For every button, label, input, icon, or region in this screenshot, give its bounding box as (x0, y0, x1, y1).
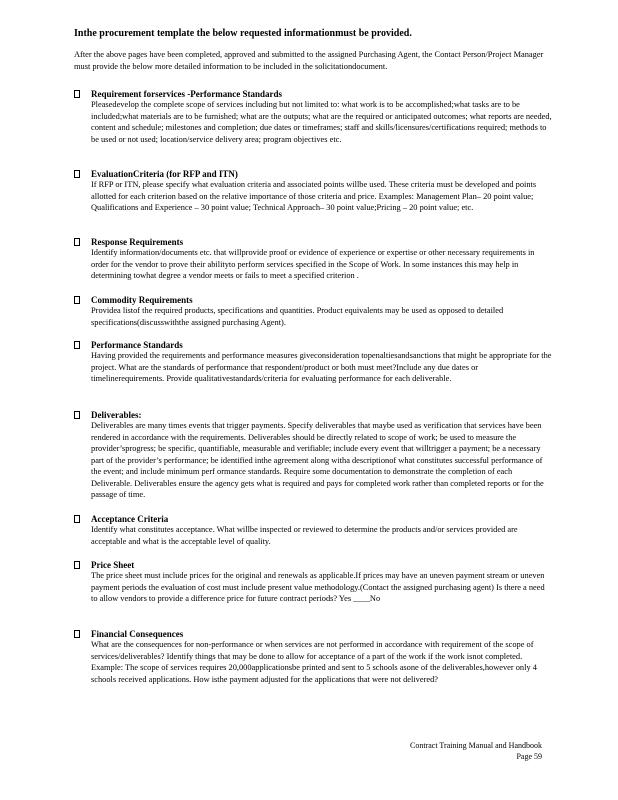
bullet-icon (74, 513, 82, 525)
bullet-icon (74, 88, 82, 100)
section-body: The price sheet must include prices for the original and renewals as applicable.If prices may have an uneven payment stream or uneven payment periods the evaluation of cost must include present value methodology.(Contact the assigned purchasing agent) Is there a need to allow vendors to provide a difference price for future contract periods? Yes ____No (91, 571, 545, 603)
section-body: Identify what constitutes acceptance. What willbe inspected or reviewed to determine the products and/or services provided are acceptable and what is the acceptable level of quality. (91, 525, 518, 546)
section-heading: Acceptance Criteria (91, 514, 169, 524)
section-body: Identify information/documents etc. that willprovide proof or evidence of experience or expertise or other necessary requirements in order for the vendor to prove their abilityto perform services specified in the Scope of Work. In some instances this may help in determining towhat degree a vendor meets or fails to meet a specified criterion . (91, 248, 535, 280)
bullet-icon (74, 294, 82, 306)
section-heading: Deliverables: (91, 410, 142, 420)
bullet-icon (74, 236, 82, 248)
section-heading: Performance Standards (91, 340, 183, 350)
section-body: Providea listof the required products, specifications and quantities. Product equivalents may be used as opposed to detailed specifications(discusswiththe assigned purchasing Agent). (91, 306, 504, 327)
section-heading: Commodity Requirements (91, 295, 193, 305)
bullet-icon (74, 409, 82, 421)
section-heading: Response Requirements (91, 237, 184, 247)
intro-paragraph: After the above pages have been completed, approved and submitted to the assigned Purchasing Agent, the Contact Person/Project Manager must provide the below more detailed information to be included in the solicitationdocument. (74, 50, 544, 71)
section-heading: Financial Consequences (91, 629, 184, 639)
section-body: Deliverables are many times events that trigger payments. Specify deliverables that maybe used as verification that services have been rendered in accordance with the requirements. Deliverables should be directly related to scope of work; be used to measure the provider’sprogress; be specific, quantifiable, measurable and verifiable; include every event that willtrigger a payment; be a necessary part of the provider’s performance; be identified inthe agreement along witha descriptionof what constitutes successful performance of the event; and include minimum perf ormance standards. Require some documentation to demonstrate the completion of each Deliverable. Deliverables ensure the agency gets what is required and pays for completed work rather than completed reports or for the passage of time. (91, 421, 544, 499)
page-footer (382, 740, 542, 762)
page-title: Inthe procurement template the below requested informationmust be provided. (74, 28, 412, 39)
section-heading: Requirement forservices -Performance Standards (91, 89, 283, 99)
footer-manual-title: Contract Training Manual and Handbook (410, 741, 542, 750)
section-heading: EvaluationCriteria (for RFP and ITN) (91, 169, 238, 179)
section-heading: Price Sheet (91, 560, 135, 570)
bullet-icon (74, 559, 82, 571)
bullet-icon (74, 168, 82, 180)
page-number: Page 59 (516, 752, 542, 761)
section-body: If RFP or ITN, please specify what evaluation criteria and associated points willbe used. These criteria must be developed and points allotted for each criterion based on the relative importance of those criteria and price. Examples: Management Plan– 20 point value; Qualifications and Experience – 30 point value; Technical Approach– 30 point value;Pricing – 20 point value; etc. (91, 180, 537, 212)
section-body: Having provided the requirements and performance measures giveconsideration topenaltiesandsanctions that might be appropriate for the project. What are the standards of performance that respondent/product or both must meet?Include any due dates or timelinerequirements. Provide qualitativestandards/criteria for evaluating performance for each deliverable. (91, 351, 552, 383)
bullet-icon (74, 339, 82, 351)
section-body: What are the consequences for non-performance or when services are not performed in accordance with requirement of the scope of services/deliverables? Identify things that may be done to allow for acceptance of a part of the work if the work isnot completed. Example: The scope of services requires 20,000applicationsbe printed and sent to 5 schools asone of the deliverables,however only 4 schools received applications. How isthe payment adjusted for the applications that were not delivered? (91, 640, 537, 684)
bullet-icon (74, 628, 82, 640)
section-body: Pleasedevelop the complete scope of services including but not limited to: what work is to be accomplished;what tasks are to be included;what materials are to be furnished; what are the outputs; what are the required or anticipated outcomes; what reports are needed, content and schedule; milestones and completion; due dates or timeframes; staff and skills/licensures/certifications required; methods to be used or not used; location/service delivery area; program objectives etc. (91, 100, 552, 144)
